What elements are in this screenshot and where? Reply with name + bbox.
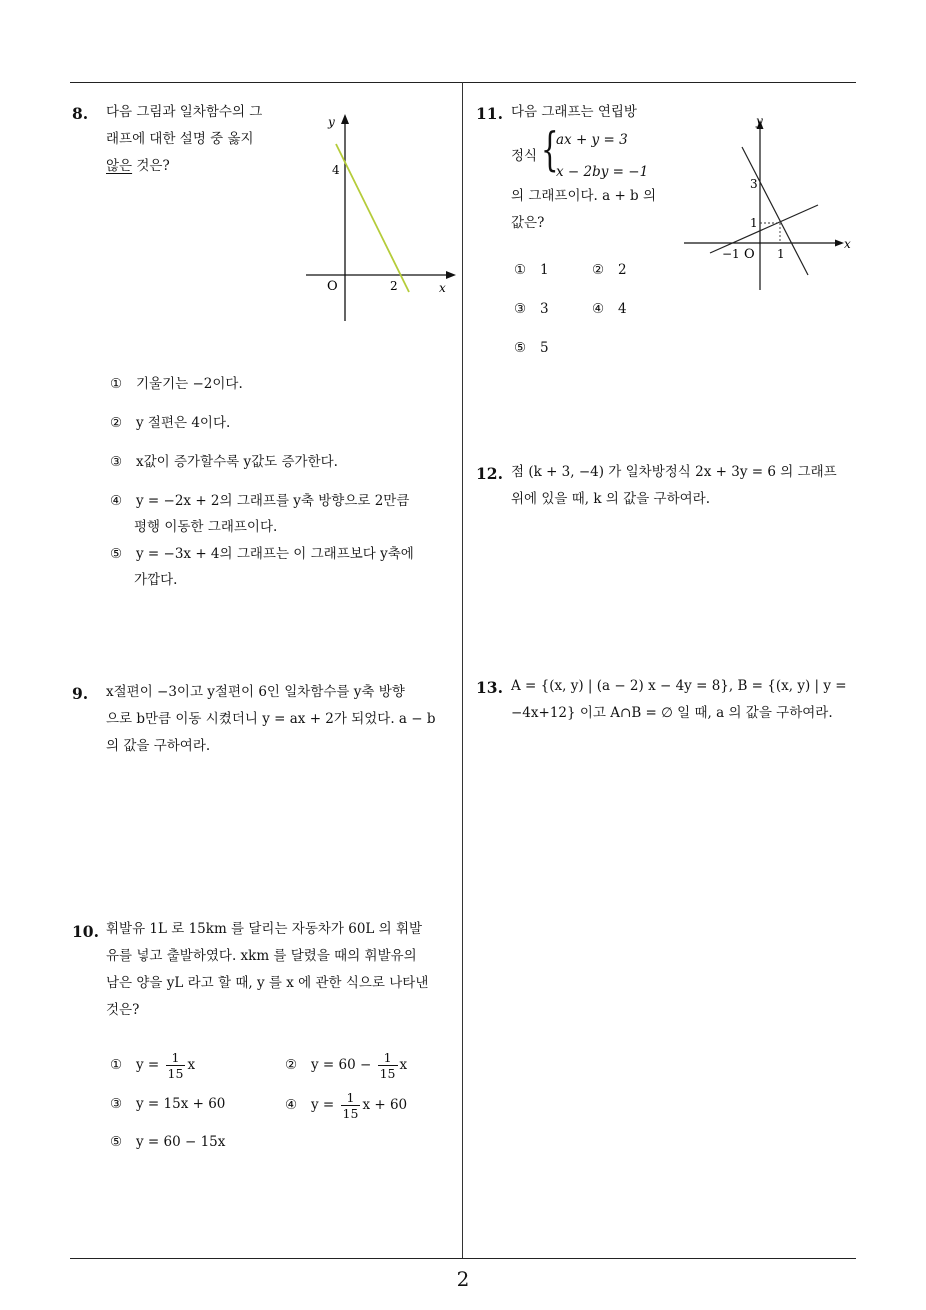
choice-text: y 절편은 4이다. [136, 415, 231, 431]
choice-text: y = −2x + 2의 그래프를 y축 방향으로 2만큼 [136, 493, 410, 509]
page-number: 2 [456, 1267, 470, 1291]
choice-number: ③ [110, 454, 123, 470]
fraction [166, 1050, 186, 1081]
question-line: −4x+12} 이고 A∩B = ∅ 일 때, a 의 값을 구하여라. [511, 705, 833, 721]
choice-5[interactable] [110, 541, 414, 593]
x-axis-label: x [439, 281, 446, 295]
choice-1[interactable] [514, 262, 549, 278]
choice-expr: x + 60 [362, 1097, 408, 1113]
question-line: x절편이 −3이고 y절편이 6인 일차함수를 y축 방향 [106, 684, 405, 700]
origin-label: O [744, 247, 755, 262]
fraction [341, 1090, 361, 1121]
choice-expr: y = [311, 1097, 339, 1113]
question-number: 11. [476, 104, 503, 123]
choice-text: 5 [540, 340, 549, 356]
choice-number: ⑤ [110, 1134, 123, 1150]
choice-text: 1 [540, 262, 549, 278]
question-line: 으로 b만큼 이동 시켰더니 y = ax + 2가 되었다. a − b [106, 711, 436, 727]
fraction-denominator: 15 [379, 1066, 396, 1081]
x-tick-label-1: 1 [777, 247, 785, 261]
question-number: 9. [72, 684, 89, 703]
choice-4[interactable] [592, 301, 627, 317]
choice-number: ① [110, 376, 123, 392]
choice-expr: x [187, 1057, 196, 1073]
choice-2[interactable] [592, 262, 627, 278]
line-x-minus-2by [710, 205, 818, 253]
equation-2: x − 2by = −1 [556, 164, 649, 180]
fraction-denominator: 15 [167, 1066, 184, 1081]
y-axis-label: y [756, 114, 763, 128]
question-line: 값은? [511, 215, 545, 231]
choice-5[interactable] [110, 1134, 225, 1150]
choice-2[interactable] [285, 1050, 407, 1081]
equation-1: ax + y = 3 [556, 132, 628, 148]
choice-text-cont: 가깝다. [134, 572, 178, 588]
fraction [378, 1050, 398, 1081]
choice-number: ① [514, 262, 527, 278]
choice-number: ① [110, 1057, 123, 1073]
choice-number: ② [110, 415, 123, 431]
equation-system [511, 122, 671, 186]
choice-text: y = 60 − 15x [136, 1134, 226, 1150]
question-line: 유를 넣고 출발하였다. xkm 를 달렸을 때의 휘발유의 [106, 948, 417, 964]
choice-1[interactable] [110, 1050, 195, 1081]
question-line: 휘발유 1L 로 15km 를 달리는 자동차가 60L 의 휘발 [106, 921, 423, 937]
question-line: A = {(x, y) | (a − 2) x − 4y = 8}, B = {(x, y) | y = [511, 678, 847, 694]
question-line: 점 (k + 3, −4) 가 일차방정식 2x + 3y = 6 의 그래프 [511, 464, 837, 480]
choice-number: ② [592, 262, 605, 278]
y-tick-label: 4 [332, 163, 340, 177]
choice-text: 3 [540, 301, 549, 317]
question-number: 8. [72, 104, 89, 123]
question-line: 래프에 대한 설명 중 옳지 [106, 131, 254, 147]
question-text [106, 916, 456, 1024]
question-text [106, 679, 456, 760]
choice-number: ⑤ [514, 340, 527, 356]
y-tick-label-3: 3 [750, 177, 758, 191]
choice-text: x값이 증가할수록 y값도 증가한다. [136, 454, 338, 470]
top-rule [70, 82, 856, 83]
choice-4[interactable] [285, 1090, 407, 1121]
question-number: 10. [72, 922, 99, 941]
q8-graph [300, 108, 465, 328]
choice-1[interactable] [110, 372, 243, 392]
question-line: 의 그래프이다. a + b 의 [511, 188, 657, 204]
q11-graph [680, 110, 860, 295]
choice-text: 기울기는 −2이다. [136, 376, 243, 392]
x-tick-label-neg1: −1 [722, 247, 740, 261]
x-tick-label: 2 [390, 279, 398, 293]
fraction-numerator: 1 [378, 1050, 398, 1066]
question-number: 12. [476, 464, 503, 483]
x-axis-arrow [835, 240, 844, 247]
x-axis-arrow [446, 271, 456, 279]
choice-number: ③ [110, 1096, 123, 1112]
choice-text: 2 [618, 262, 627, 278]
choice-3[interactable] [110, 450, 338, 470]
system-prefix: 정식 [511, 148, 538, 164]
question-line: 것은? [106, 1002, 140, 1018]
question-line: 남은 양을 yL 라고 할 때, y 를 x 에 관한 식으로 나타낸 [106, 975, 429, 991]
choice-5[interactable] [514, 340, 549, 356]
choice-number: ④ [110, 493, 123, 509]
question-text-rest [511, 183, 656, 237]
question-line: 다음 그림과 일차함수의 그 [106, 104, 263, 120]
choice-number: ⑤ [110, 546, 123, 562]
choice-number: ④ [285, 1097, 298, 1113]
choice-number: ④ [592, 301, 605, 317]
y-axis-label: y [328, 115, 335, 129]
y-axis-arrow [341, 114, 349, 124]
choice-text-cont: 평행 이동한 그래프이다. [134, 519, 278, 535]
question-number: 13. [476, 678, 503, 697]
question-text [511, 459, 856, 513]
question-text [106, 99, 291, 180]
question-line: 의 값을 구하여라. [106, 738, 211, 754]
choice-3[interactable] [110, 1096, 225, 1112]
choice-number: ③ [514, 301, 527, 317]
choice-expr: x [399, 1057, 408, 1073]
bottom-rule [70, 1258, 856, 1259]
fraction-numerator: 1 [166, 1050, 186, 1066]
choice-4[interactable] [110, 488, 409, 540]
y-tick-label-1: 1 [750, 216, 758, 230]
fraction-numerator: 1 [341, 1090, 361, 1106]
choice-3[interactable] [514, 301, 549, 317]
question-text [511, 673, 856, 727]
question-line [106, 153, 291, 180]
choice-number: ② [285, 1057, 298, 1073]
choice-2[interactable] [110, 411, 230, 431]
left-brace: { [541, 122, 559, 176]
question-line-rest: 것은? [132, 158, 170, 174]
choice-text: y = 15x + 60 [136, 1096, 226, 1112]
origin-label: O [327, 279, 338, 294]
question-text-line1: 다음 그래프는 연립방 [511, 104, 637, 120]
function-line [336, 144, 409, 292]
choice-text: y = −3x + 4의 그래프는 이 그래프보다 y축에 [136, 546, 414, 562]
choice-expr: y = 60 − [311, 1057, 376, 1073]
choice-expr: y = [136, 1057, 164, 1073]
fraction-denominator: 15 [342, 1106, 359, 1121]
underlined-text: 않은 [106, 158, 133, 174]
question-line: 위에 있을 때, k 의 값을 구하여라. [511, 491, 711, 507]
x-axis-label: x [844, 237, 851, 251]
choice-text: 4 [618, 301, 627, 317]
